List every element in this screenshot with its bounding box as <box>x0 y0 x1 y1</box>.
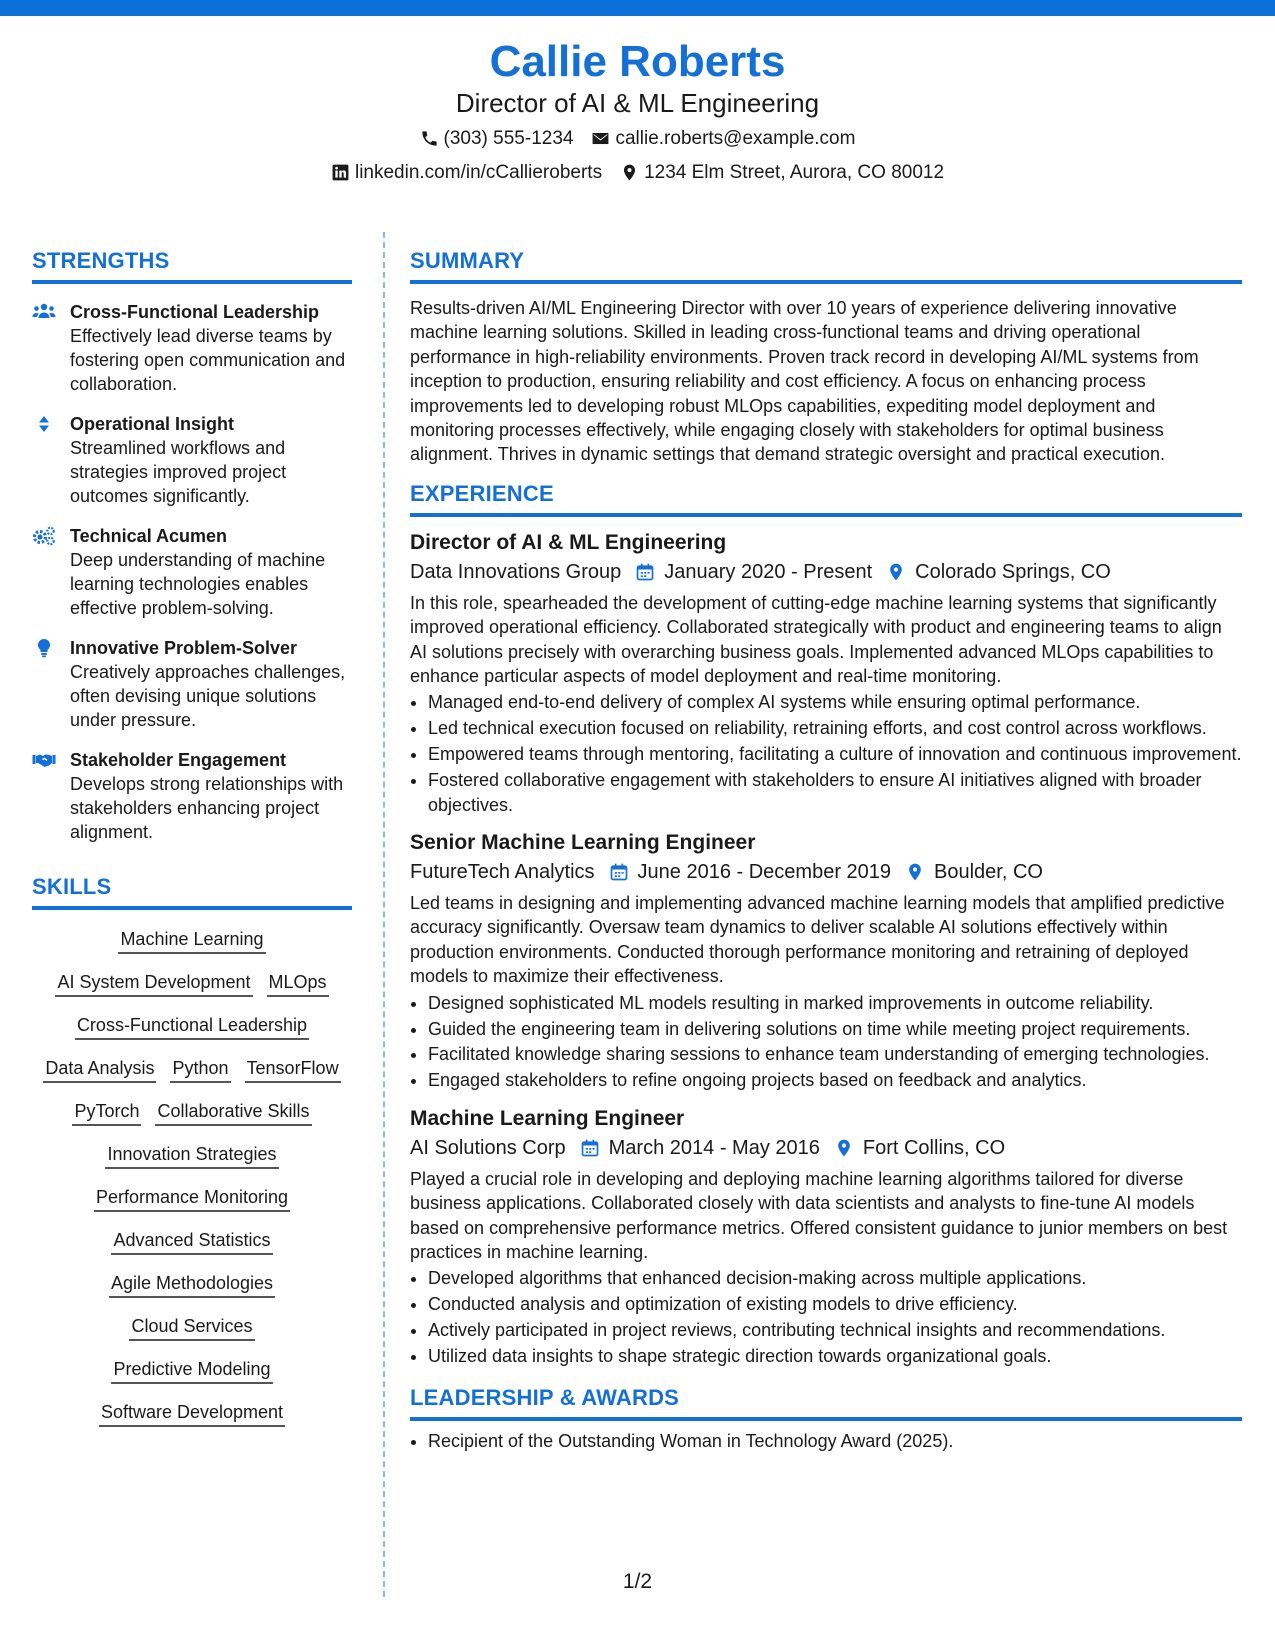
job-bullet: • Guided the engineering team in delivering solutions on time while meeting project requirements. <box>428 1017 1242 1041</box>
map-pin-icon <box>620 163 639 182</box>
job-bullet: • Led technical execution focused on reliability, retraining efforts, and cost control across workflows. <box>428 716 1242 740</box>
handshake-icon <box>32 750 56 770</box>
strength-item <box>32 412 352 508</box>
job-location: Colorado Springs, CO <box>915 560 1111 583</box>
candidate-title: Director of AI & ML Engineering <box>455 88 820 119</box>
skill-tag: Innovation Strategies <box>105 1141 278 1169</box>
location-pin-icon <box>834 1138 854 1158</box>
job-bullet: • Developed algorithms that enhanced decision-making across multiple applications. <box>428 1266 1242 1290</box>
summary-heading: SUMMARY <box>410 248 1242 284</box>
contact-row-1 <box>0 128 1275 150</box>
job-bullets <box>410 991 1242 1093</box>
strength-title: Cross-Functional Leadership <box>70 302 320 322</box>
resume-header <box>0 38 1275 184</box>
summary-text: Results-driven AI/ML Engineering Director with over 10 years of experience delivering innovative machine learning solutions. Skilled in leading cross-functional teams and driving operational performance in high-reliability environments. Proven track record in developing AI/ML systems from inception to production, ensuring reliability and cost efficiency. A focus on enhancing process improvements led to developing robust MLOps capabilities, expediting model deployment and monitoring processes effectively, while engaging closely with stakeholders for optimal business alignment. Thrives in dynamic settings that demand strategic oversight and practical execution. <box>410 298 1199 465</box>
skill-tag: Machine Learning <box>118 926 265 954</box>
strength-item <box>32 524 352 620</box>
address-contact <box>620 162 944 184</box>
candidate-name: Callie Roberts <box>489 37 786 86</box>
job-bullet: • Designed sophisticated ML models resulting in marked improvements in outcome reliability. <box>428 991 1242 1015</box>
skill-tag: Data Analysis <box>43 1055 156 1083</box>
job-bullet: • Empowered teams through mentoring, facilitating a culture of innovation and continuous improvement. <box>428 742 1242 766</box>
gears-icon <box>32 526 56 546</box>
email-contact[interactable] <box>591 128 855 150</box>
job-description: Led teams in designing and implementing advanced machine learning models that amplified predictive accuracy significantly. Oversaw team dynamics to deliver scalable AI solutions effectively within production environments. Conducted thorough performance monitoring and retraining of deployed models to maximize their effectiveness. <box>410 893 1225 987</box>
strength-item <box>32 636 352 732</box>
skills-heading: SKILLS <box>32 874 352 910</box>
skill-tag: TensorFlow <box>245 1055 341 1083</box>
linkedin-contact[interactable] <box>331 162 602 184</box>
users-icon <box>32 302 56 322</box>
contact-row-2 <box>0 162 1275 184</box>
company-name: FutureTech Analytics <box>410 861 595 883</box>
strength-title: Technical Acumen <box>70 526 228 546</box>
company-name: AI Solutions Corp <box>410 1136 566 1159</box>
skill-tag: Performance Monitoring <box>94 1184 290 1212</box>
company-name: Data Innovations Group <box>410 560 622 583</box>
skill-tag: Agile Methodologies <box>109 1270 275 1298</box>
skill-tag: Python <box>170 1055 230 1083</box>
job-dates: January 2020 - Present <box>664 560 873 583</box>
right-column <box>410 248 1242 1454</box>
awards-list <box>410 1429 1242 1453</box>
column-divider <box>383 232 385 1597</box>
job-description: Played a crucial role in developing and deploying machine learning algorithms tailored for diverse business applications. Collaborated closely with data scientists and analysts to fine-tune AI models based on comprehensive performance metrics. Offered consistent guidance to junior members on best practices in machine learning. <box>410 1168 1228 1262</box>
phone-icon <box>420 129 439 148</box>
job-title: Machine Learning Engineer <box>410 1106 685 1130</box>
experience-heading: EXPERIENCE <box>410 481 1242 517</box>
strength-description: Creatively approaches challenges, often devising unique solutions under pressure. <box>70 662 346 730</box>
skill-tag: Predictive Modeling <box>111 1356 272 1384</box>
skill-tag: Software Development <box>99 1399 285 1427</box>
job-meta <box>410 857 1242 887</box>
skill-tag: Cloud Services <box>129 1313 254 1341</box>
linkedin-text: linkedin.com/in/cCallieroberts <box>354 161 603 183</box>
job-entry <box>410 1105 1242 1369</box>
lightbulb-icon <box>32 638 56 658</box>
skill-tag: Cross-Functional Leadership <box>75 1012 309 1040</box>
job-title: Director of AI & ML Engineering <box>410 530 727 554</box>
job-entry <box>410 529 1242 817</box>
job-location: Fort Collins, CO <box>862 1136 1006 1159</box>
strength-title: Operational Insight <box>70 414 235 434</box>
strength-title: Stakeholder Engagement <box>70 750 287 770</box>
skills-list <box>32 926 352 1427</box>
job-bullets <box>410 1266 1242 1368</box>
job-bullets <box>410 690 1242 817</box>
job-meta <box>410 557 1242 587</box>
job-bullet: • Managed end-to-end delivery of complex AI systems while ensuring optimal performance. <box>428 690 1242 714</box>
skill-tag: MLOps <box>267 969 329 997</box>
top-accent-bar <box>0 0 1275 16</box>
envelope-icon <box>591 129 610 148</box>
calendar-icon <box>609 862 629 882</box>
awards-heading: LEADERSHIP & AWARDS <box>410 1385 1242 1421</box>
job-title: Senior Machine Learning Engineer <box>410 831 756 854</box>
location-pin-icon <box>905 862 925 882</box>
location-pin-icon <box>886 562 906 582</box>
address-text: 1234 Elm Street, Aurora, CO 80012 <box>644 161 945 183</box>
job-entry <box>410 829 1242 1093</box>
left-column <box>32 248 352 1442</box>
strength-description: Streamlined workflows and strategies improved project outcomes significantly. <box>70 438 287 506</box>
sort-icon <box>32 414 56 434</box>
strength-description: Develops strong relationships with stakeholders enhancing project alignment. <box>70 774 344 842</box>
job-bullet: • Facilitated knowledge sharing sessions to enhance team understanding of emerging technologies. <box>428 1042 1242 1066</box>
strength-description: Effectively lead diverse teams by fostering open communication and collaboration. <box>70 326 346 394</box>
email-text: callie.roberts@example.com <box>615 127 856 149</box>
strengths-heading: STRENGTHS <box>32 248 352 284</box>
calendar-icon <box>635 562 655 582</box>
strength-description: Deep understanding of machine learning technologies enables effective problem-solving. <box>70 550 326 618</box>
job-meta <box>410 1133 1242 1163</box>
job-bullet: • Engaged stakeholders to refine ongoing projects based on feedback and analytics. <box>428 1068 1242 1092</box>
calendar-icon <box>580 1138 600 1158</box>
strength-item <box>32 300 352 396</box>
award-item: • Recipient of the Outstanding Woman in Technology Award (2025). <box>428 1429 1242 1453</box>
strength-title: Innovative Problem-Solver <box>70 638 298 658</box>
strength-item <box>32 748 352 844</box>
job-bullet: • Conducted analysis and optimization of existing models to drive efficiency. <box>428 1292 1242 1316</box>
job-dates: June 2016 - December 2019 <box>637 861 892 883</box>
linkedin-icon <box>331 163 350 182</box>
skill-tag: Advanced Statistics <box>111 1227 272 1255</box>
skill-tag: Collaborative Skills <box>155 1098 311 1126</box>
phone-contact <box>420 128 574 150</box>
job-bullet: • Actively participated in project reviews, contributing technical insights and recommendations. <box>428 1318 1242 1342</box>
job-bullet: • Utilized data insights to shape strategic direction towards organizational goals. <box>428 1344 1242 1368</box>
skill-tag: AI System Development <box>55 969 252 997</box>
phone-text: (303) 555-1234 <box>443 127 574 149</box>
skill-tag: PyTorch <box>72 1098 141 1126</box>
page-number: 1/2 <box>622 1570 653 1593</box>
job-dates: March 2014 - May 2016 <box>608 1136 820 1159</box>
job-location: Boulder, CO <box>934 861 1043 883</box>
job-description: In this role, spearheaded the development of cutting-edge machine learning systems that significantly improved operational efficiency. Collaborated strategically with product and engineering teams to align AI solutions precisely with overarching business goals. Implemented advanced MLOps capabilities to enhance particular aspects of model deployment and real-time monitoring. <box>410 592 1222 687</box>
job-bullet: • Fostered collaborative engagement with stakeholders to ensure AI initiatives aligned with broader objectives. <box>428 768 1242 817</box>
